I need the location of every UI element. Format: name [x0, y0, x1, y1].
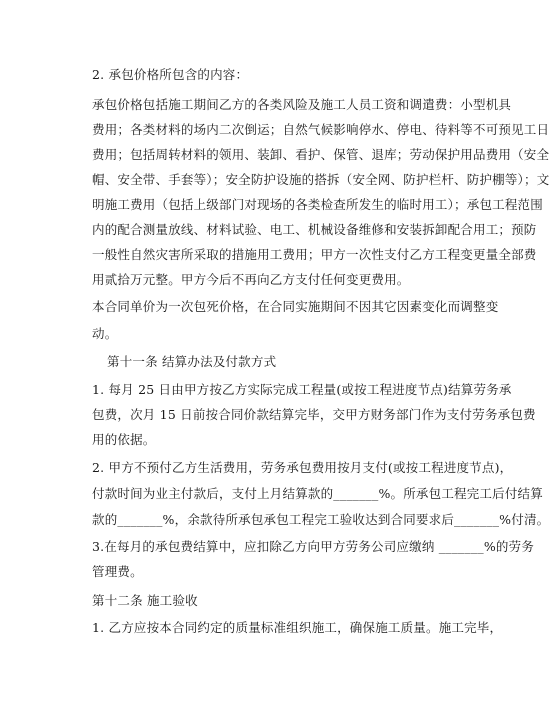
paragraph-line: 2. 甲方不预付乙方生活费用，劳务承包费用按月支付(或按工程进度节点)，	[92, 460, 513, 475]
article-heading: 第十二条 施工验收	[92, 593, 198, 608]
paragraph-line: 明施工费用（包括上级部门对现场的各类检查所发生的临时用工）；承包工程范围	[92, 197, 543, 212]
paragraph-line: 用的依据。	[92, 432, 156, 447]
article-heading: 第十一条 结算办法及付款方式	[107, 354, 277, 369]
paragraph-line: 款的_______%，余款待所承包承包工程完工验收达到合同要求后_______%付清。	[92, 512, 549, 527]
paragraph-line: 管理费。	[92, 564, 143, 579]
paragraph-line: 一般性自然灾害所采取的措施用工费用；甲方一次性支付乙方工程变更量全部费	[92, 247, 537, 262]
paragraph-line: 帽、安全带、手套等）；安全防护设施的搭拆（安全网、防护栏杆、防护棚等）；文	[92, 172, 549, 187]
section-item-heading: 2. 承包价格所包含的内容：	[92, 67, 249, 82]
paragraph-line: 费用；包括周转材料的领用、装卸、看护、保管、退库；劳动保护用品费用（安全	[92, 147, 549, 162]
paragraph-line: 3.在每月的承包费结算中，应扣除乙方向甲方劳务公司应缴纳 _______%的劳务	[92, 539, 535, 554]
paragraph-line: 本合同单价为一次包死价格，在合同实施期间不因其它因素变化而调整变	[92, 299, 499, 314]
paragraph-line: 付款时间为业主付款后，支付上月结算款的_______%。所承包工程完工后付结算	[92, 486, 543, 501]
paragraph-line: 1. 每月 25 日由甲方按乙方实际完成工程量(或按工程进度节点)结算劳务承	[92, 382, 512, 397]
paragraph-line: 内的配合测量放线、材料试验、电工、机械设备维修和安装拆卸配合用工；预防	[92, 222, 537, 237]
paragraph-line: 包费，次月 15 日前按合同价款结算完毕，交甲方财务部门作为支付劳务承包费	[92, 407, 536, 422]
paragraph-line: 费用；各类材料的场内二次倒运；自然气候影响停水、停电、待料等不可预见工日	[92, 122, 549, 137]
paragraph-line: 动。	[92, 326, 118, 341]
paragraph-line: 用贰拾万元整。甲方今后不再向乙方支付任何变更费用。	[92, 272, 410, 287]
paragraph-line: 1. 乙方应按本合同约定的质量标准组织施工，确保施工质量。施工完毕，	[92, 620, 503, 635]
paragraph-line: 承包价格包括施工期间乙方的各类风险及施工人员工资和调遣费：小型机具	[92, 97, 512, 112]
